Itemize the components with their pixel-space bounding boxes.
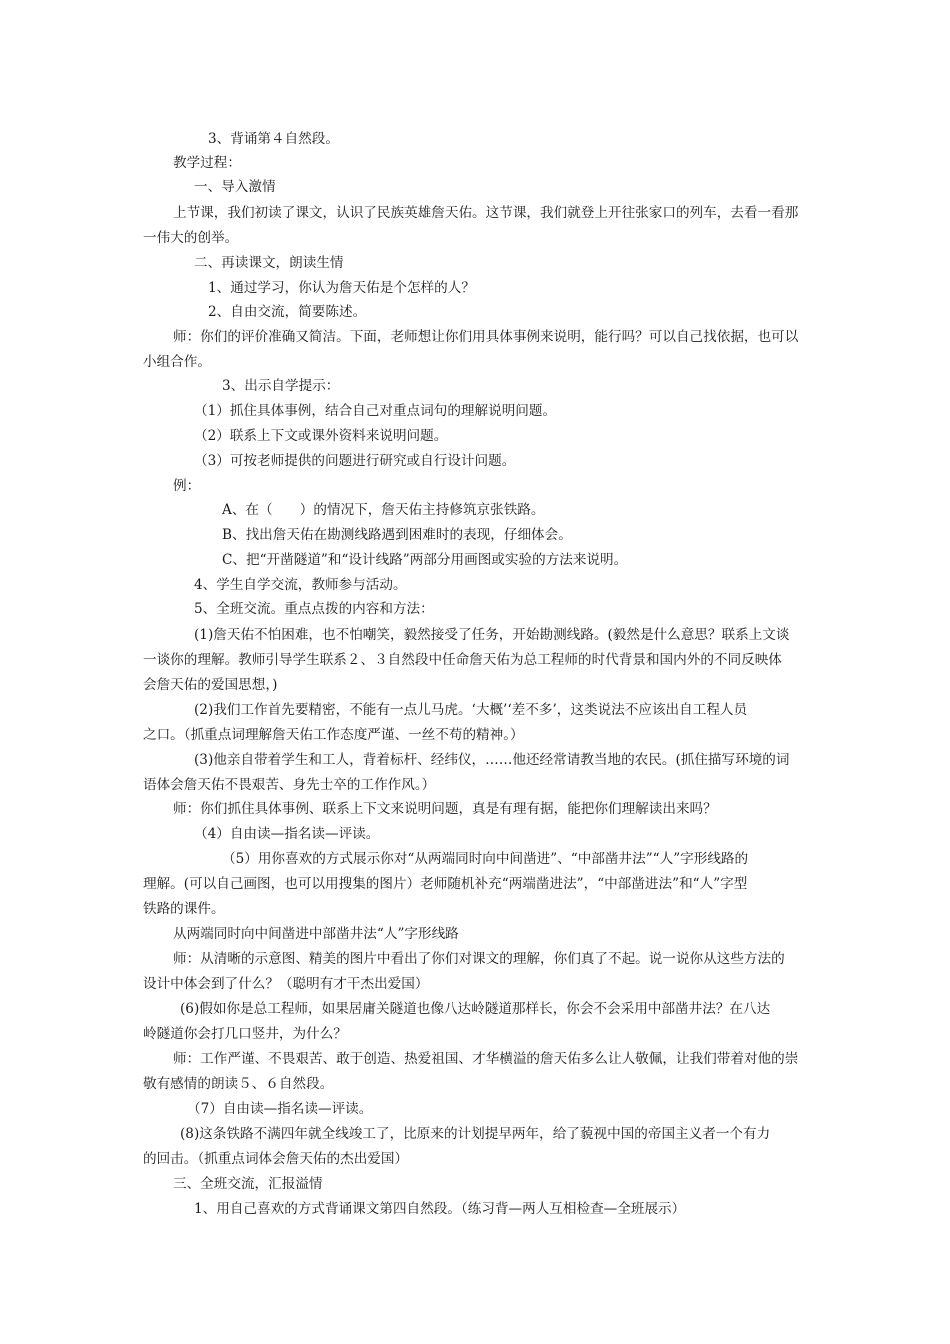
- text-line: 三、全班交流，汇报溢情: [173, 1176, 323, 1192]
- text-line: （7）自由读—指名读—评读。: [187, 1101, 373, 1117]
- text-line: 二、再读课文，朗读生情: [194, 255, 344, 271]
- text-line: 3、出示自学提示：: [222, 378, 340, 394]
- text-line: 设计中体会到了什么？（聪明有才干杰出爱国）: [143, 976, 429, 992]
- text-line: (3)他亲自带着学生和工人，背着标杆、经纬仪，……他还经常请教当地的农民。(抓住描写环境的词: [194, 752, 790, 768]
- text-line: (6)假如你是总工程师，如果居庸关隧道也像八达岭隧道那样长，你会不会采用中部凿井法？在八达: [180, 1001, 771, 1017]
- text-line: 师：工作严谨、不畏艰苦、敢于创造、热爱祖国、才华横溢的詹天佑多么让人敬佩，让我们带着对他的崇: [173, 1051, 799, 1067]
- text-line: C、把“开凿隧道”和“设计线路”两部分用画图或实验的方法来说明。: [222, 552, 628, 568]
- text-line: 1、通过学习，你认为詹天佑是个怎样的人？: [208, 280, 475, 296]
- text-line: 师：你们抓住具体事例、联系上下文来说明问题，真是有理有据，能把你们理解读出来吗？: [173, 801, 717, 817]
- text-line: 理解。(可以自己画图，也可以用搜集的图片）老师随机补充“两端凿进法”，“中部凿进法”和“人”字型: [143, 876, 748, 892]
- text-line: 会詹天佑的爱国思想，): [143, 677, 278, 693]
- text-line: 一伟大的创举。: [143, 230, 239, 246]
- text-line: 例：: [173, 478, 201, 494]
- text-line: (8)这条铁路不满四年就全线竣工了，比原来的计划提早两年，给了藐视中国的帝国主义者一个有力: [180, 1126, 771, 1142]
- text-line: 从两端同时向中间凿进中部凿井法“人”字形线路: [173, 926, 459, 942]
- text-line: 一、导入激情: [194, 179, 276, 195]
- text-line: A、在（ ）的情况下，詹天佑主持修筑京张铁路。: [222, 502, 545, 518]
- text-line: 小组合作。: [143, 354, 211, 370]
- text-line: （4）自由读—指名读—评读。: [194, 826, 380, 842]
- text-line: （1）抓住具体事例，结合自己对重点词句的理解说明问题。: [194, 403, 557, 419]
- text-line: （5）用你喜欢的方式展示你对“从两端同时向中间凿进”、“中部凿井法”“人”字形线路的: [222, 851, 749, 867]
- text-line: (2)我们工作首先要精密，不能有一点儿马虎。‘大概’‘差不多’，这类说法不应该出自工程人员: [194, 702, 748, 718]
- text-line: 铁路的课件。: [143, 901, 225, 917]
- text-line: 教学过程：: [173, 155, 241, 171]
- text-line: 敬有感情的朗读５、６自然段。: [143, 1076, 334, 1092]
- text-line: B、找出詹天佑在勘测线路遇到困难时的表现，仔细体会。: [222, 527, 572, 543]
- text-line: （3）可按老师提供的问题进行研究或自行设计问题。: [194, 453, 516, 469]
- text-line: 3、背诵第４自然段。: [208, 131, 339, 147]
- text-line: 一谈你的理解。教师引导学生联系２、３自然段中任命詹天佑为总工程师的时代背景和国内外的不同反映体: [143, 652, 782, 668]
- text-line: (1)詹天佑不怕困难，也不怕嘲笑，毅然接受了任务，开始勘测线路。(毅然是什么意思？联系上文谈: [194, 627, 790, 643]
- text-line: 2、自由交流，简要陈述。: [208, 304, 367, 320]
- text-line: 师：你们的评价准确又简洁。下面，老师想让你们用具体事例来说明，能行吗？可以自己找依据，也可以: [173, 329, 799, 345]
- text-line: 语体会詹天佑不畏艰苦、身先士卒的工作作风。）: [143, 777, 436, 793]
- text-line: 之口。（抓重点词理解詹天佑工作态度严谨、一丝不苟的精神。）: [143, 727, 524, 743]
- text-line: 4、学生自学交流，教师参与活动。: [194, 577, 407, 593]
- text-line: 的回击。（抓重点词体会詹天佑的杰出爱国）: [143, 1151, 409, 1167]
- text-line: 1、用自己喜欢的方式背诵课文第四自然段。（练习背—两人互相检查—全班展示）: [194, 1201, 686, 1217]
- text-line: 5、全班交流。重点点拨的内容和方法：: [194, 601, 434, 617]
- text-line: 上节课，我们初读了课文，认识了民族英雄詹天佑。这节课，我们就登上开往张家口的列车，去看一看那: [173, 205, 799, 221]
- text-line: 师：从清晰的示意图、精美的图片中看出了你们对课文的理解，你们真了不起。说一说你从这些方法的: [173, 951, 785, 967]
- text-line: （2）联系上下文或课外资料来说明问题。: [194, 428, 448, 444]
- text-line: 岭隧道你会打几口竖井，为什么？: [143, 1026, 347, 1042]
